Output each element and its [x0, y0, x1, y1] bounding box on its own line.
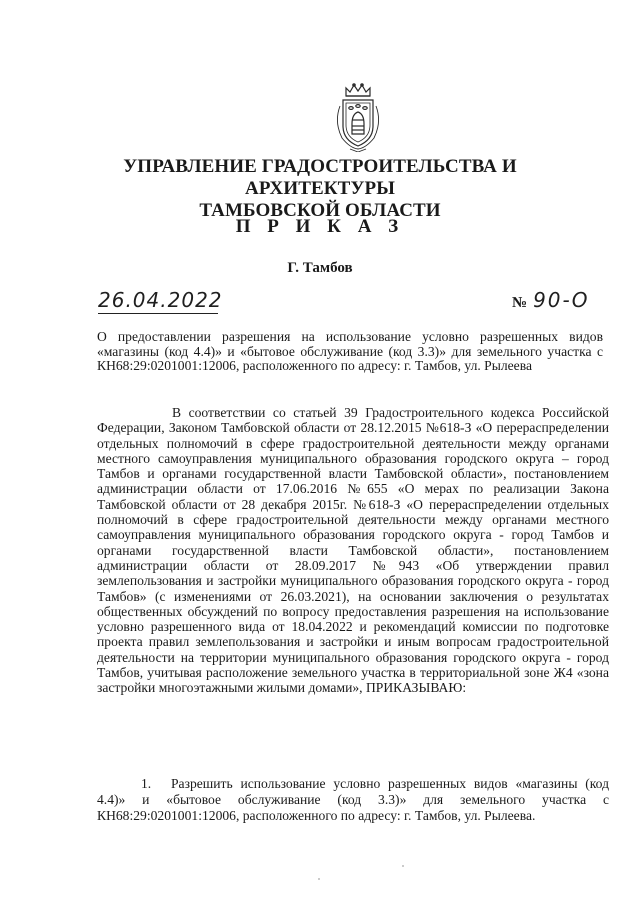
preamble-paragraph: В соответствии со статьей 39 Градостроительного кодекса Российской Федерации, Законом Тамбовской области от 28.12.2015 №618-З «О перераспределении отдельных полномочий в сфере градостроительной деятельности между органами местного самоуправления муниципального образования городского округа – город Тамбов и органами государственной власти Тамбовской области», постановлением администрации области от 17.06.2016 №655 «О мерах по реализации Закона Тамбовской области от 28 декабря 2015г. №618-З «О перераспределении отдельных полномочий в сфере градостроительной деятельности между органами местного самоуправления муниципального образования городского округа - город Тамбов и органами государственной власти Тамбовской области», постановлением администрации области от 28.09.2017 №943 «Об утверждении правил землепользования и застройки муниципального образования городского округа - город Тамбов» (с изменениями от 26.03.2021), на основании заключения о результатах общественных обсуждений по вопросу предоставления разрешения на использование условно разрешенного вида от 18.04.2022 и рекомендаций комиссии по подготовке проекта правил землепользования и застройки и иным вопросам градостроительной деятельности на территории муниципального образования городского округа - город Тамбов, учитывая расположение земельного участка в территориальной зоне Ж4 «зона застройки многоэтажными жилыми домами», ПРИКАЗЫВАЮ: [97, 405, 609, 696]
document-type-title: П Р И К А З [235, 216, 405, 237]
order-item-number: 1. [141, 776, 152, 791]
scan-speck [402, 865, 404, 867]
organization-name [60, 156, 580, 222]
order-number-block [512, 288, 612, 312]
organization-line-2: ТАМБОВСКОЙ ОБЛАСТИ [199, 200, 441, 221]
order-item-paragraph [97, 776, 609, 824]
order-subject: О предоставлении разрешения на использование условно разрешенных видов «магазины (код 4.4)» и «бытовое обслуживание (код 3.3)» для земельного участка с КН68:29:0201001:12006, расположенного по адресу: г. Тамбов, ул. Рылеева [97, 329, 603, 373]
organization-line-1: УПРАВЛЕНИЕ ГРАДОСТРОИТЕЛЬСТВА И АРХИТЕКТУРЫ [123, 156, 517, 199]
tambov-coat-of-arms-icon [330, 82, 386, 152]
scan-speck [318, 878, 320, 880]
order-number-label: № [512, 295, 528, 311]
order-item-1 [97, 776, 609, 824]
order-date: 26.04.2022 [98, 288, 223, 312]
order-preamble [97, 405, 609, 696]
order-number: 90-О [533, 288, 590, 312]
order-item-text: Разрешить использование условно разрешенных видов «магазины (код 4.4)» и «бытовое обслуживание (код 3.3)» для земельного участка с КН68:29:0201001:12006, расположенного по адресу: г. Тамбов, ул. Рылеева. [97, 776, 609, 823]
city-line: Г. Тамбов [287, 260, 353, 276]
